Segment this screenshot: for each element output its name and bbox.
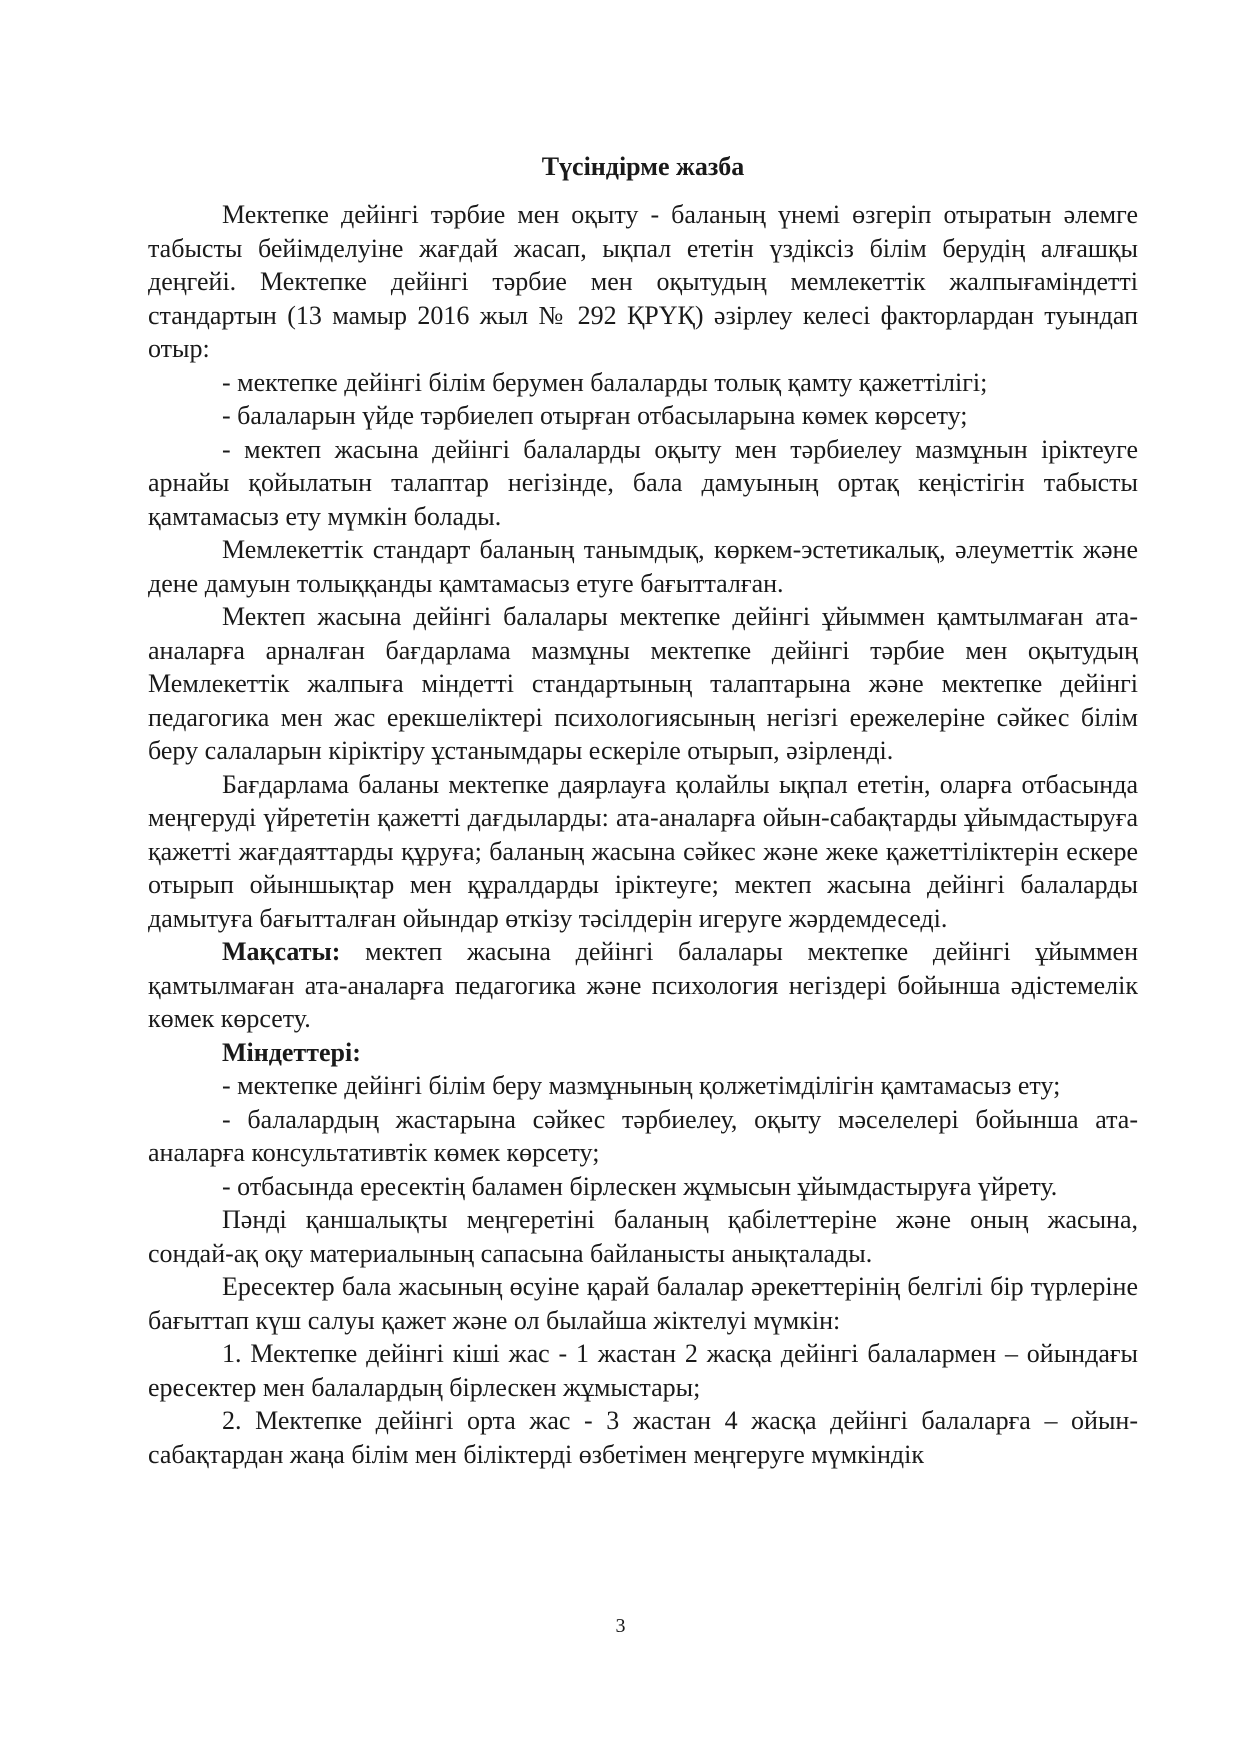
page-number: 3 — [615, 1615, 626, 1637]
factor-item: - балаларын үйде тәрбиелеп отырған отбасыларына көмек көрсету; — [222, 401, 968, 430]
factor-item: - мектеп жасына дейінгі балаларды оқыту мен тәрбиелеу мазмұнын іріктеуге арнайы қойылатын талаптар негізінде, бала дамуының ортақ кеңістігін табысты қамтамасыз ету мүмкін болады. — [148, 434, 1138, 531]
stage-item: 2. Мектепке дейінгі орта жас - 3 жастан 4 жасқа дейінгі балаларға – ойын-сабақтардан жаңа білім мен біліктерді өзбетімен меңгеруге мүмкіндік — [148, 1406, 1138, 1469]
adults-paragraph: Ересектер бала жасының өсуіне қарай балалар әрекеттерінің белгілі бір түрлеріне бағыттап күш салуы қажет және ол былайша жіктелуі мүмкін: — [148, 1272, 1138, 1335]
intro-paragraph: Мектепке дейінгі тәрбие мен оқыту - баланың үнемі өзгеріп отыратын әлемге табысты бейімделуіне жағдай жасап, ықпал ететін үздіксіз білім берудің алғашқы деңгейі. Мектепке дейінгі тәрбие мен оқытудың мемлекеттік жалпығаміндетті стандартын (13 мамыр 2016 жыл № 292 ҚРҮҚ) әзірлеу келесі факторлардан туындап отыр: — [148, 200, 1138, 363]
standard-paragraph: Мемлекеттік стандарт баланың танымдық, көркем-эстетикалық, әлеуметтік және дене дамуын толыққанды қамтамасыз етуге бағытталған. — [148, 535, 1138, 598]
stage-item: 1. Мектепке дейінгі кіші жас - 1 жастан 2 жасқа дейінгі балалармен – ойындағы ересектер мен балалардың бірлескен жұмыстары; — [148, 1339, 1138, 1402]
program-paragraph: Мектеп жасына дейінгі балалары мектепке дейінгі ұйыммен қамтылмаған ата-аналарға арналған бағдарлама мазмұны мектепке дейінгі тәрбие мен оқытудың Мемлекеттік жалпыға міндетті стандартының талаптарына және мектепке дейінгі педагогика мен жас ерекшеліктері психологиясының негізгі ережелеріне сәйкес білім беру салаларын кіріктіру ұстанымдары ескеріле отырып, әзірленді. — [148, 602, 1138, 765]
task-item: - отбасында ересектің баламен бірлескен жұмысын ұйымдастыруға үйрету. — [222, 1171, 1058, 1201]
goal-text: мектеп жасына дейінгі балалары мектепке дейінгі ұйыммен қамтылмаған ата-аналарға педагогика және психология негіздері бойынша әдістемелік көмек көрсету. — [148, 937, 1138, 1033]
task-item: - мектепке дейінгі білім беру мазмұнының қолжетімділігін қамтамасыз ету; — [222, 1071, 1061, 1100]
task-item: - балалардың жастарына сәйкес тәрбиелеу, оқыту мәселелері бойынша ата- аналарға консультативтік көмек көрсету; — [148, 1104, 1138, 1167]
document-page — [148, 150, 1138, 1471]
tasks-heading: Міндеттері: — [222, 1037, 361, 1067]
goal-label: Мақсаты: — [222, 937, 341, 966]
mastery-paragraph: Пәнді қаншалықты меңгеретіні баланың қабілеттеріне және оның жасына, сондай-ақ оқу материалының сапасына байланысты анықталады. — [148, 1205, 1138, 1268]
help-paragraph: Бағдарлама баланы мектепке даярлауға қолайлы ықпал ететін, оларға отбасында меңгеруді үйрететін қажетті дағдыларды: ата-аналарға ойын-сабақтарды ұйымдастыруға қажетті жағдаяттарды құруға; баланың жасына сәйкес және жеке қажеттіліктерін ескере отырып ойыншықтар мен құралдарды іріктеуге; мектеп жасына дейінгі балаларды дамытуға бағытталған ойындар өткізу тәсілдерін игеруге жәрдемдеседі. — [148, 769, 1138, 933]
factor-item: - мектепке дейінгі білім берумен балаларды толық қамту қажеттілігі; — [222, 367, 988, 397]
document-title: Түсіндірме жазба — [541, 152, 745, 181]
goal-paragraph — [148, 935, 1138, 1036]
